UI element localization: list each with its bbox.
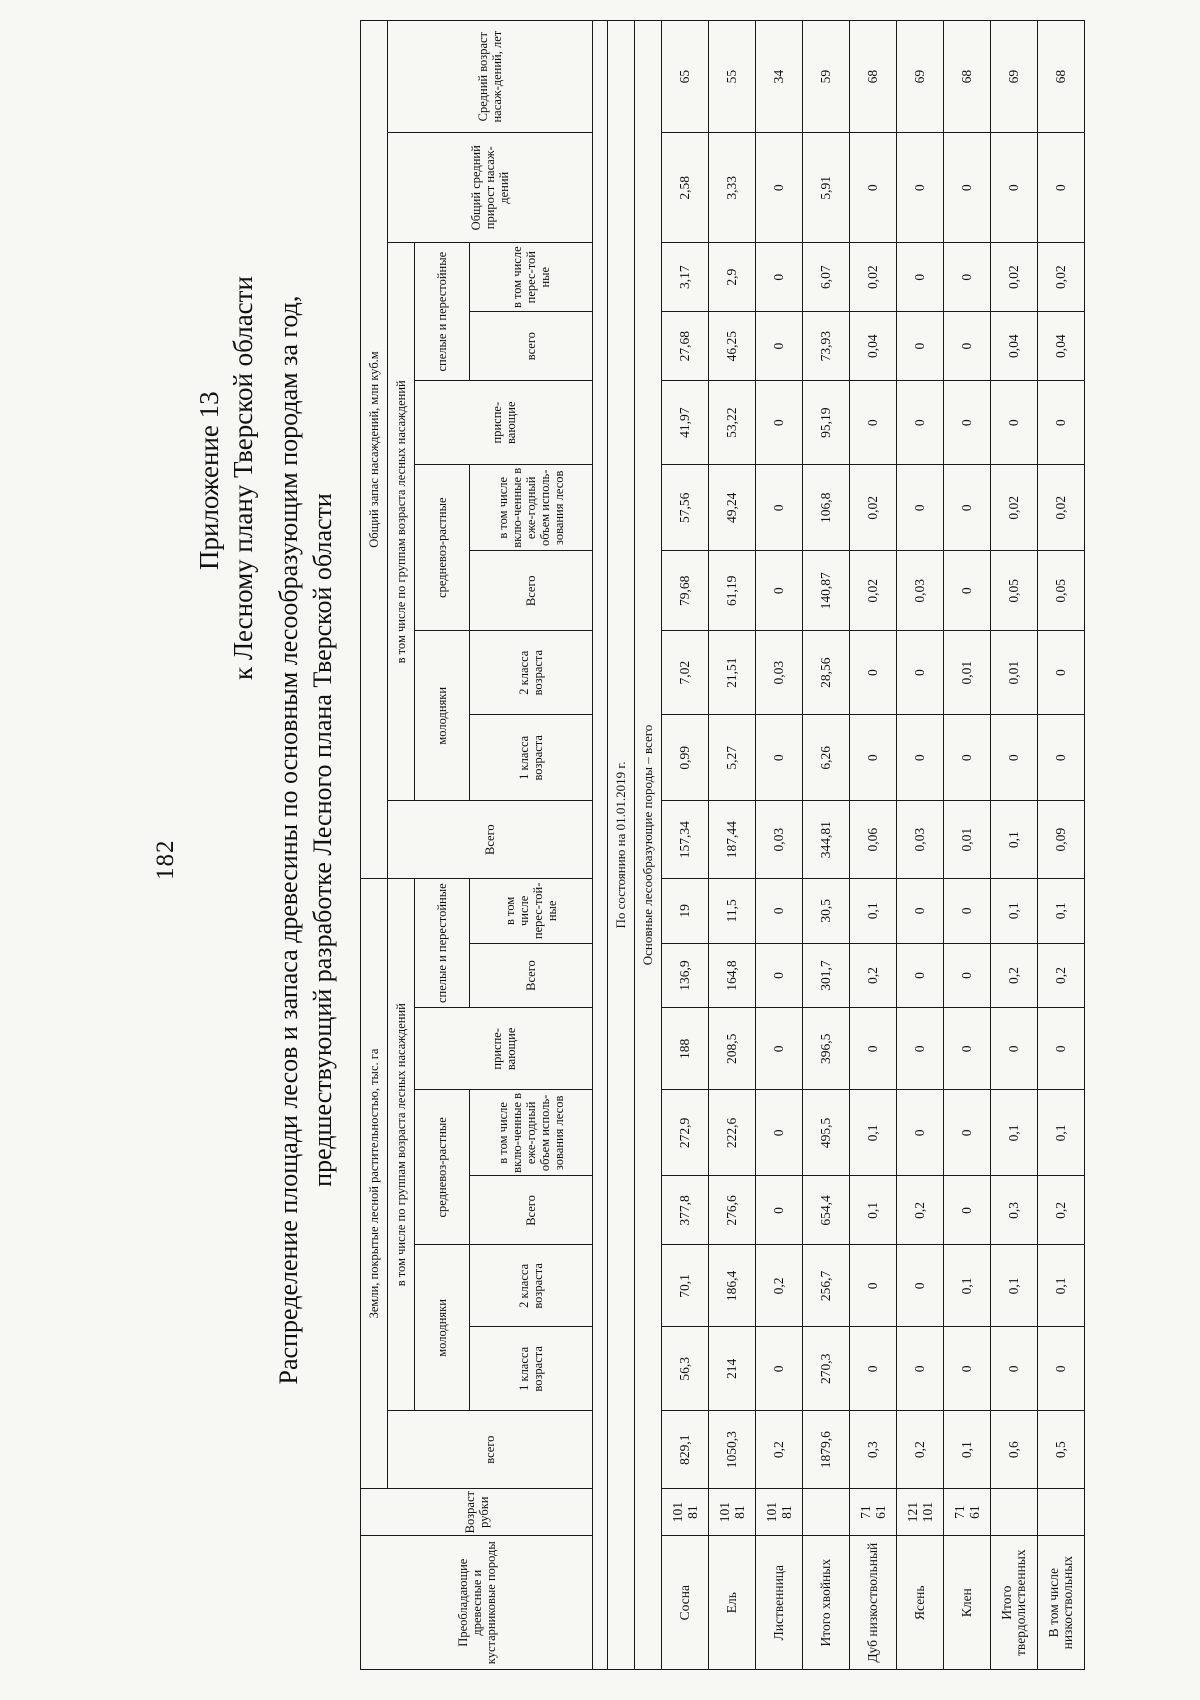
value-cell: 0 <box>850 1327 897 1411</box>
value-cell: 0,2 <box>756 1245 803 1327</box>
value-cell: 68 <box>944 21 991 133</box>
value-cell: 0 <box>897 1327 944 1411</box>
value-cell: 1050,3 <box>709 1411 756 1489</box>
value-cell: 34 <box>756 21 803 133</box>
value-cell: 0,1 <box>850 878 897 943</box>
value-cell: 1879,6 <box>803 1411 850 1489</box>
value-cell: 0 <box>897 243 944 312</box>
title-line-2: предшествующий разработке Лесного плана Тверской области <box>308 493 337 1187</box>
header-area-premature: приспе-вающие <box>415 1008 593 1090</box>
value-cell: 0,99 <box>662 715 709 801</box>
value-cell: 0,02 <box>850 465 897 551</box>
value-cell: 0,2 <box>897 1411 944 1489</box>
value-cell: 0,02 <box>850 551 897 631</box>
value-cell: 0 <box>756 243 803 312</box>
value-cell: 0 <box>991 715 1038 801</box>
value-cell: 95,19 <box>803 381 850 465</box>
value-cell: 0,09 <box>1038 801 1085 879</box>
value-cell: 79,68 <box>662 551 709 631</box>
value-cell: 0 <box>756 133 803 243</box>
value-cell: 0 <box>756 878 803 943</box>
value-cell: 0,1 <box>850 1090 897 1176</box>
value-cell: 188 <box>662 1008 709 1090</box>
value-cell: 0,02 <box>991 243 1038 312</box>
value-cell: 0,02 <box>991 465 1038 551</box>
value-cell: 73,93 <box>803 312 850 381</box>
value-cell: 164,8 <box>709 943 756 1008</box>
value-cell: 0 <box>897 1090 944 1176</box>
header-area-mature-total: Всего <box>470 943 593 1008</box>
header-stock-overmature: в том числе перес-той ные <box>470 243 593 312</box>
table-body <box>662 21 1085 1670</box>
value-cell: 55 <box>709 21 756 133</box>
cutting-age-secondary: 61 <box>873 1505 888 1519</box>
value-cell: 0,1 <box>991 1245 1038 1327</box>
value-cell: 69 <box>897 21 944 133</box>
table-row <box>803 21 850 1670</box>
value-cell: 28,56 <box>803 631 850 715</box>
value-cell: 0,05 <box>1038 551 1085 631</box>
cutting-age-cell <box>991 1488 1038 1535</box>
value-cell: 0 <box>897 1008 944 1090</box>
species-name-cell: Итого хвойных <box>803 1536 850 1670</box>
header-area-middle-aged: средневоз-растные <box>415 1090 470 1245</box>
cutting-age-primary: 121 <box>905 1502 920 1523</box>
value-cell: 0,1 <box>991 801 1038 879</box>
value-cell: 256,7 <box>803 1245 850 1327</box>
section-cell: Основные лесообразующие породы – всего <box>635 21 662 1670</box>
value-cell: 0 <box>897 1245 944 1327</box>
cutting-age-secondary: 61 <box>967 1505 982 1519</box>
species-name-cell: Итого твердолиственных <box>991 1536 1038 1670</box>
value-cell: 0,1 <box>991 878 1038 943</box>
value-cell: 0 <box>944 1176 991 1245</box>
value-cell: 0 <box>897 381 944 465</box>
value-cell: 276,6 <box>709 1176 756 1245</box>
value-cell: 0 <box>756 551 803 631</box>
value-cell: 30,5 <box>803 878 850 943</box>
value-cell: 0 <box>897 133 944 243</box>
header-area-middle-total: Всего <box>470 1176 593 1245</box>
value-cell: 53,22 <box>709 381 756 465</box>
header-area-class-2: 2 класса возраста <box>470 1245 593 1327</box>
cutting-age-primary: 101 <box>764 1502 779 1523</box>
value-cell: 0,03 <box>756 631 803 715</box>
value-cell: 106,8 <box>803 465 850 551</box>
species-name-cell: Клен <box>944 1536 991 1670</box>
value-cell: 27,68 <box>662 312 709 381</box>
value-cell: 7,02 <box>662 631 709 715</box>
value-cell: 0,01 <box>991 631 1038 715</box>
value-cell: 0,3 <box>850 1411 897 1489</box>
table-row <box>944 21 991 1670</box>
table-row <box>662 21 709 1670</box>
date-row <box>608 21 635 1670</box>
value-cell: 59 <box>803 21 850 133</box>
header-row-2 <box>388 21 415 1670</box>
value-cell: 0,6 <box>991 1411 1038 1489</box>
value-cell: 0 <box>1038 381 1085 465</box>
value-cell: 61,19 <box>709 551 756 631</box>
value-cell: 0 <box>850 133 897 243</box>
value-cell: 654,4 <box>803 1176 850 1245</box>
value-cell: 41,97 <box>662 381 709 465</box>
value-cell: 0 <box>850 1245 897 1327</box>
cutting-age-cell <box>662 1488 709 1535</box>
value-cell: 0,1 <box>944 1245 991 1327</box>
value-cell: 0,2 <box>850 943 897 1008</box>
value-cell: 49,24 <box>709 465 756 551</box>
value-cell: 69 <box>991 21 1038 133</box>
value-cell: 0 <box>897 878 944 943</box>
document-title <box>272 20 340 1660</box>
header-stock-class-2: 2 класса возраста <box>470 631 593 715</box>
cutting-age-primary: 101 <box>717 1502 732 1523</box>
header-area-mature: спелые и перестойные <box>415 878 470 1007</box>
cutting-age-primary: 71 <box>952 1505 967 1519</box>
value-cell: 0,04 <box>1038 312 1085 381</box>
table-row <box>709 21 756 1670</box>
value-cell: 0,02 <box>1038 465 1085 551</box>
value-cell: 0,06 <box>850 801 897 879</box>
value-cell: 0 <box>756 943 803 1008</box>
header-average-age: Средний возраст насаж-дений, лет <box>388 21 593 133</box>
header-spacer-row <box>593 21 608 1670</box>
value-cell: 344,81 <box>803 801 850 879</box>
value-cell: 0,05 <box>991 551 1038 631</box>
value-cell: 0 <box>756 1327 803 1411</box>
value-cell: 222,6 <box>709 1090 756 1176</box>
value-cell: 68 <box>1038 21 1085 133</box>
value-cell: 0 <box>756 465 803 551</box>
value-cell: 21,51 <box>709 631 756 715</box>
table-row <box>897 21 944 1670</box>
value-cell: 0,2 <box>991 943 1038 1008</box>
value-cell: 70,1 <box>662 1245 709 1327</box>
value-cell: 3,17 <box>662 243 709 312</box>
appendix-line-2: к Лесному плану Тверской области <box>228 276 258 680</box>
value-cell: 46,25 <box>709 312 756 381</box>
cutting-age-primary: 71 <box>858 1505 873 1519</box>
value-cell: 301,7 <box>803 943 850 1008</box>
value-cell: 0,01 <box>944 631 991 715</box>
table-row <box>850 21 897 1670</box>
appendix-caption <box>192 20 260 680</box>
header-stock-total: Всего <box>388 801 593 879</box>
value-cell: 0 <box>944 312 991 381</box>
value-cell: 0,1 <box>991 1090 1038 1176</box>
value-cell: 0 <box>944 551 991 631</box>
species-name-cell: В том числе низкоствольных <box>1038 1536 1085 1670</box>
value-cell: 5,91 <box>803 133 850 243</box>
value-cell: 0 <box>944 1327 991 1411</box>
spacer-cell <box>593 21 608 1670</box>
value-cell: 0,02 <box>1038 243 1085 312</box>
value-cell: 0 <box>991 1327 1038 1411</box>
value-cell: 0 <box>1038 631 1085 715</box>
value-cell: 214 <box>709 1327 756 1411</box>
value-cell: 0 <box>897 943 944 1008</box>
value-cell: 0 <box>1038 715 1085 801</box>
value-cell: 0 <box>756 715 803 801</box>
header-species: Преобладающие древесные и кустарниковые породы <box>361 1536 593 1670</box>
value-cell: 68 <box>850 21 897 133</box>
value-cell: 495,5 <box>803 1090 850 1176</box>
value-cell: 157,34 <box>662 801 709 879</box>
value-cell: 65 <box>662 21 709 133</box>
value-cell: 0 <box>756 1008 803 1090</box>
value-cell: 0 <box>944 715 991 801</box>
value-cell: 186,4 <box>709 1245 756 1327</box>
value-cell: 0 <box>897 312 944 381</box>
value-cell: 0,5 <box>1038 1411 1085 1489</box>
value-cell: 0,04 <box>991 312 1038 381</box>
cutting-age-secondary: 81 <box>779 1505 794 1519</box>
forest-distribution-table <box>360 20 1085 1670</box>
value-cell: 136,9 <box>662 943 709 1008</box>
value-cell: 0 <box>944 1008 991 1090</box>
header-area-middle-included: в том числе вклю-ченные в еже-годный объем исполь-зования лесов <box>470 1090 593 1176</box>
header-area-total: всего <box>388 1411 593 1489</box>
species-name-cell: Ель <box>709 1536 756 1670</box>
value-cell: 0,1 <box>1038 878 1085 943</box>
date-cell: По состоянию на 01.01.2019 г. <box>608 21 635 1670</box>
value-cell: 0,1 <box>850 1176 897 1245</box>
header-cutting-age: Возраст рубки <box>361 1488 593 1535</box>
value-cell: 2,58 <box>662 133 709 243</box>
value-cell: 0 <box>756 312 803 381</box>
value-cell: 2,9 <box>709 243 756 312</box>
header-stock-by-groups: в том числе по группам возраста лесных насаждений <box>388 243 415 801</box>
cutting-age-cell <box>756 1488 803 1535</box>
header-area-overmature: в том числе перес-той-ные <box>470 878 593 943</box>
value-cell: 0 <box>850 1008 897 1090</box>
table-row <box>756 21 803 1670</box>
value-cell: 377,8 <box>662 1176 709 1245</box>
value-cell: 0 <box>897 715 944 801</box>
header-area-young: молодняки <box>415 1245 470 1411</box>
species-name-cell: Лиственница <box>756 1536 803 1670</box>
header-stock-middle-included: в том числе вклю-ченные в еже-годный объем исполь-зования лесов <box>470 465 593 551</box>
species-name-cell: Дуб низкоствольный <box>850 1536 897 1670</box>
value-cell: 0 <box>897 631 944 715</box>
value-cell: 0,03 <box>897 801 944 879</box>
value-cell: 140,87 <box>803 551 850 631</box>
value-cell: 0,2 <box>1038 1176 1085 1245</box>
value-cell: 396,5 <box>803 1008 850 1090</box>
value-cell: 0 <box>991 381 1038 465</box>
value-cell: 0 <box>991 1008 1038 1090</box>
table-row <box>991 21 1038 1670</box>
cutting-age-cell <box>1038 1488 1085 1535</box>
value-cell: 0,2 <box>897 1176 944 1245</box>
value-cell: 5,27 <box>709 715 756 801</box>
value-cell: 187,44 <box>709 801 756 879</box>
value-cell: 0 <box>850 631 897 715</box>
species-name-cell: Сосна <box>662 1536 709 1670</box>
value-cell: 0 <box>850 381 897 465</box>
header-stock-mature-total: всего <box>470 312 593 381</box>
value-cell: 0 <box>944 465 991 551</box>
value-cell: 0 <box>991 133 1038 243</box>
header-stock-class-1: 1 класса возраста <box>470 715 593 801</box>
header-area-class-1: 1 класса возраста <box>470 1327 593 1411</box>
value-cell: 57,56 <box>662 465 709 551</box>
value-cell: 0,03 <box>897 551 944 631</box>
header-stock-middle-aged: средневоз-растные <box>415 465 470 631</box>
value-cell: 0,01 <box>944 801 991 879</box>
value-cell: 56,3 <box>662 1327 709 1411</box>
value-cell: 0 <box>944 381 991 465</box>
value-cell: 0 <box>944 878 991 943</box>
header-area-by-groups: в том числе по группам возраста лесных насаждений <box>388 878 415 1410</box>
value-cell: 0,03 <box>756 801 803 879</box>
value-cell: 0 <box>944 133 991 243</box>
header-growth: Общий средний прирост насаж-дений <box>388 133 593 243</box>
header-stock-group: Общий запас насаждений, млн куб.м <box>361 21 388 879</box>
value-cell: 0,2 <box>1038 943 1085 1008</box>
header-area-group: Земли, покрытые лесной растительностью, тыс. га <box>361 878 388 1488</box>
value-cell: 272,9 <box>662 1090 709 1176</box>
value-cell: 0,1 <box>1038 1090 1085 1176</box>
header-stock-mature: спелые и перестойные <box>415 243 470 381</box>
title-line-1: Распределение площади лесов и запаса древесины по основным лесообразующим породам за год, <box>274 295 303 1385</box>
value-cell: 3,33 <box>709 133 756 243</box>
value-cell: 0 <box>944 243 991 312</box>
value-cell: 0 <box>756 381 803 465</box>
value-cell: 0 <box>1038 133 1085 243</box>
header-row-1 <box>361 21 388 1670</box>
cutting-age-cell <box>897 1488 944 1535</box>
header-stock-middle-total: Всего <box>470 551 593 631</box>
value-cell: 0,1 <box>944 1411 991 1489</box>
value-cell: 0 <box>1038 1327 1085 1411</box>
cutting-age-cell <box>850 1488 897 1535</box>
header-stock-young: молодняки <box>415 631 470 801</box>
value-cell: 0 <box>756 1176 803 1245</box>
page-number: 182 <box>152 839 179 880</box>
cutting-age-primary: 101 <box>670 1502 685 1523</box>
appendix-line-1: Приложение 13 <box>194 391 224 570</box>
value-cell: 0,02 <box>850 243 897 312</box>
section-row <box>635 21 662 1670</box>
value-cell: 0,04 <box>850 312 897 381</box>
header-stock-premature: приспе-вающие <box>415 381 593 465</box>
table-row <box>1038 21 1085 1670</box>
value-cell: 0,3 <box>991 1176 1038 1245</box>
value-cell: 0,1 <box>1038 1245 1085 1327</box>
value-cell: 6,07 <box>803 243 850 312</box>
cutting-age-secondary: 101 <box>920 1502 935 1523</box>
cutting-age-cell <box>944 1488 991 1535</box>
value-cell: 0 <box>850 715 897 801</box>
value-cell: 0 <box>897 465 944 551</box>
cutting-age-cell <box>803 1488 850 1535</box>
value-cell: 208,5 <box>709 1008 756 1090</box>
value-cell: 0 <box>944 943 991 1008</box>
value-cell: 11,5 <box>709 878 756 943</box>
value-cell: 19 <box>662 878 709 943</box>
cutting-age-cell <box>709 1488 756 1535</box>
value-cell: 829,1 <box>662 1411 709 1489</box>
value-cell: 0 <box>944 1090 991 1176</box>
value-cell: 270,3 <box>803 1327 850 1411</box>
cutting-age-secondary: 81 <box>732 1505 747 1519</box>
value-cell: 0,2 <box>756 1411 803 1489</box>
value-cell: 6,26 <box>803 715 850 801</box>
value-cell: 0 <box>756 1090 803 1176</box>
species-name-cell: Ясень <box>897 1536 944 1670</box>
value-cell: 0 <box>1038 1008 1085 1090</box>
cutting-age-secondary: 81 <box>685 1505 700 1519</box>
